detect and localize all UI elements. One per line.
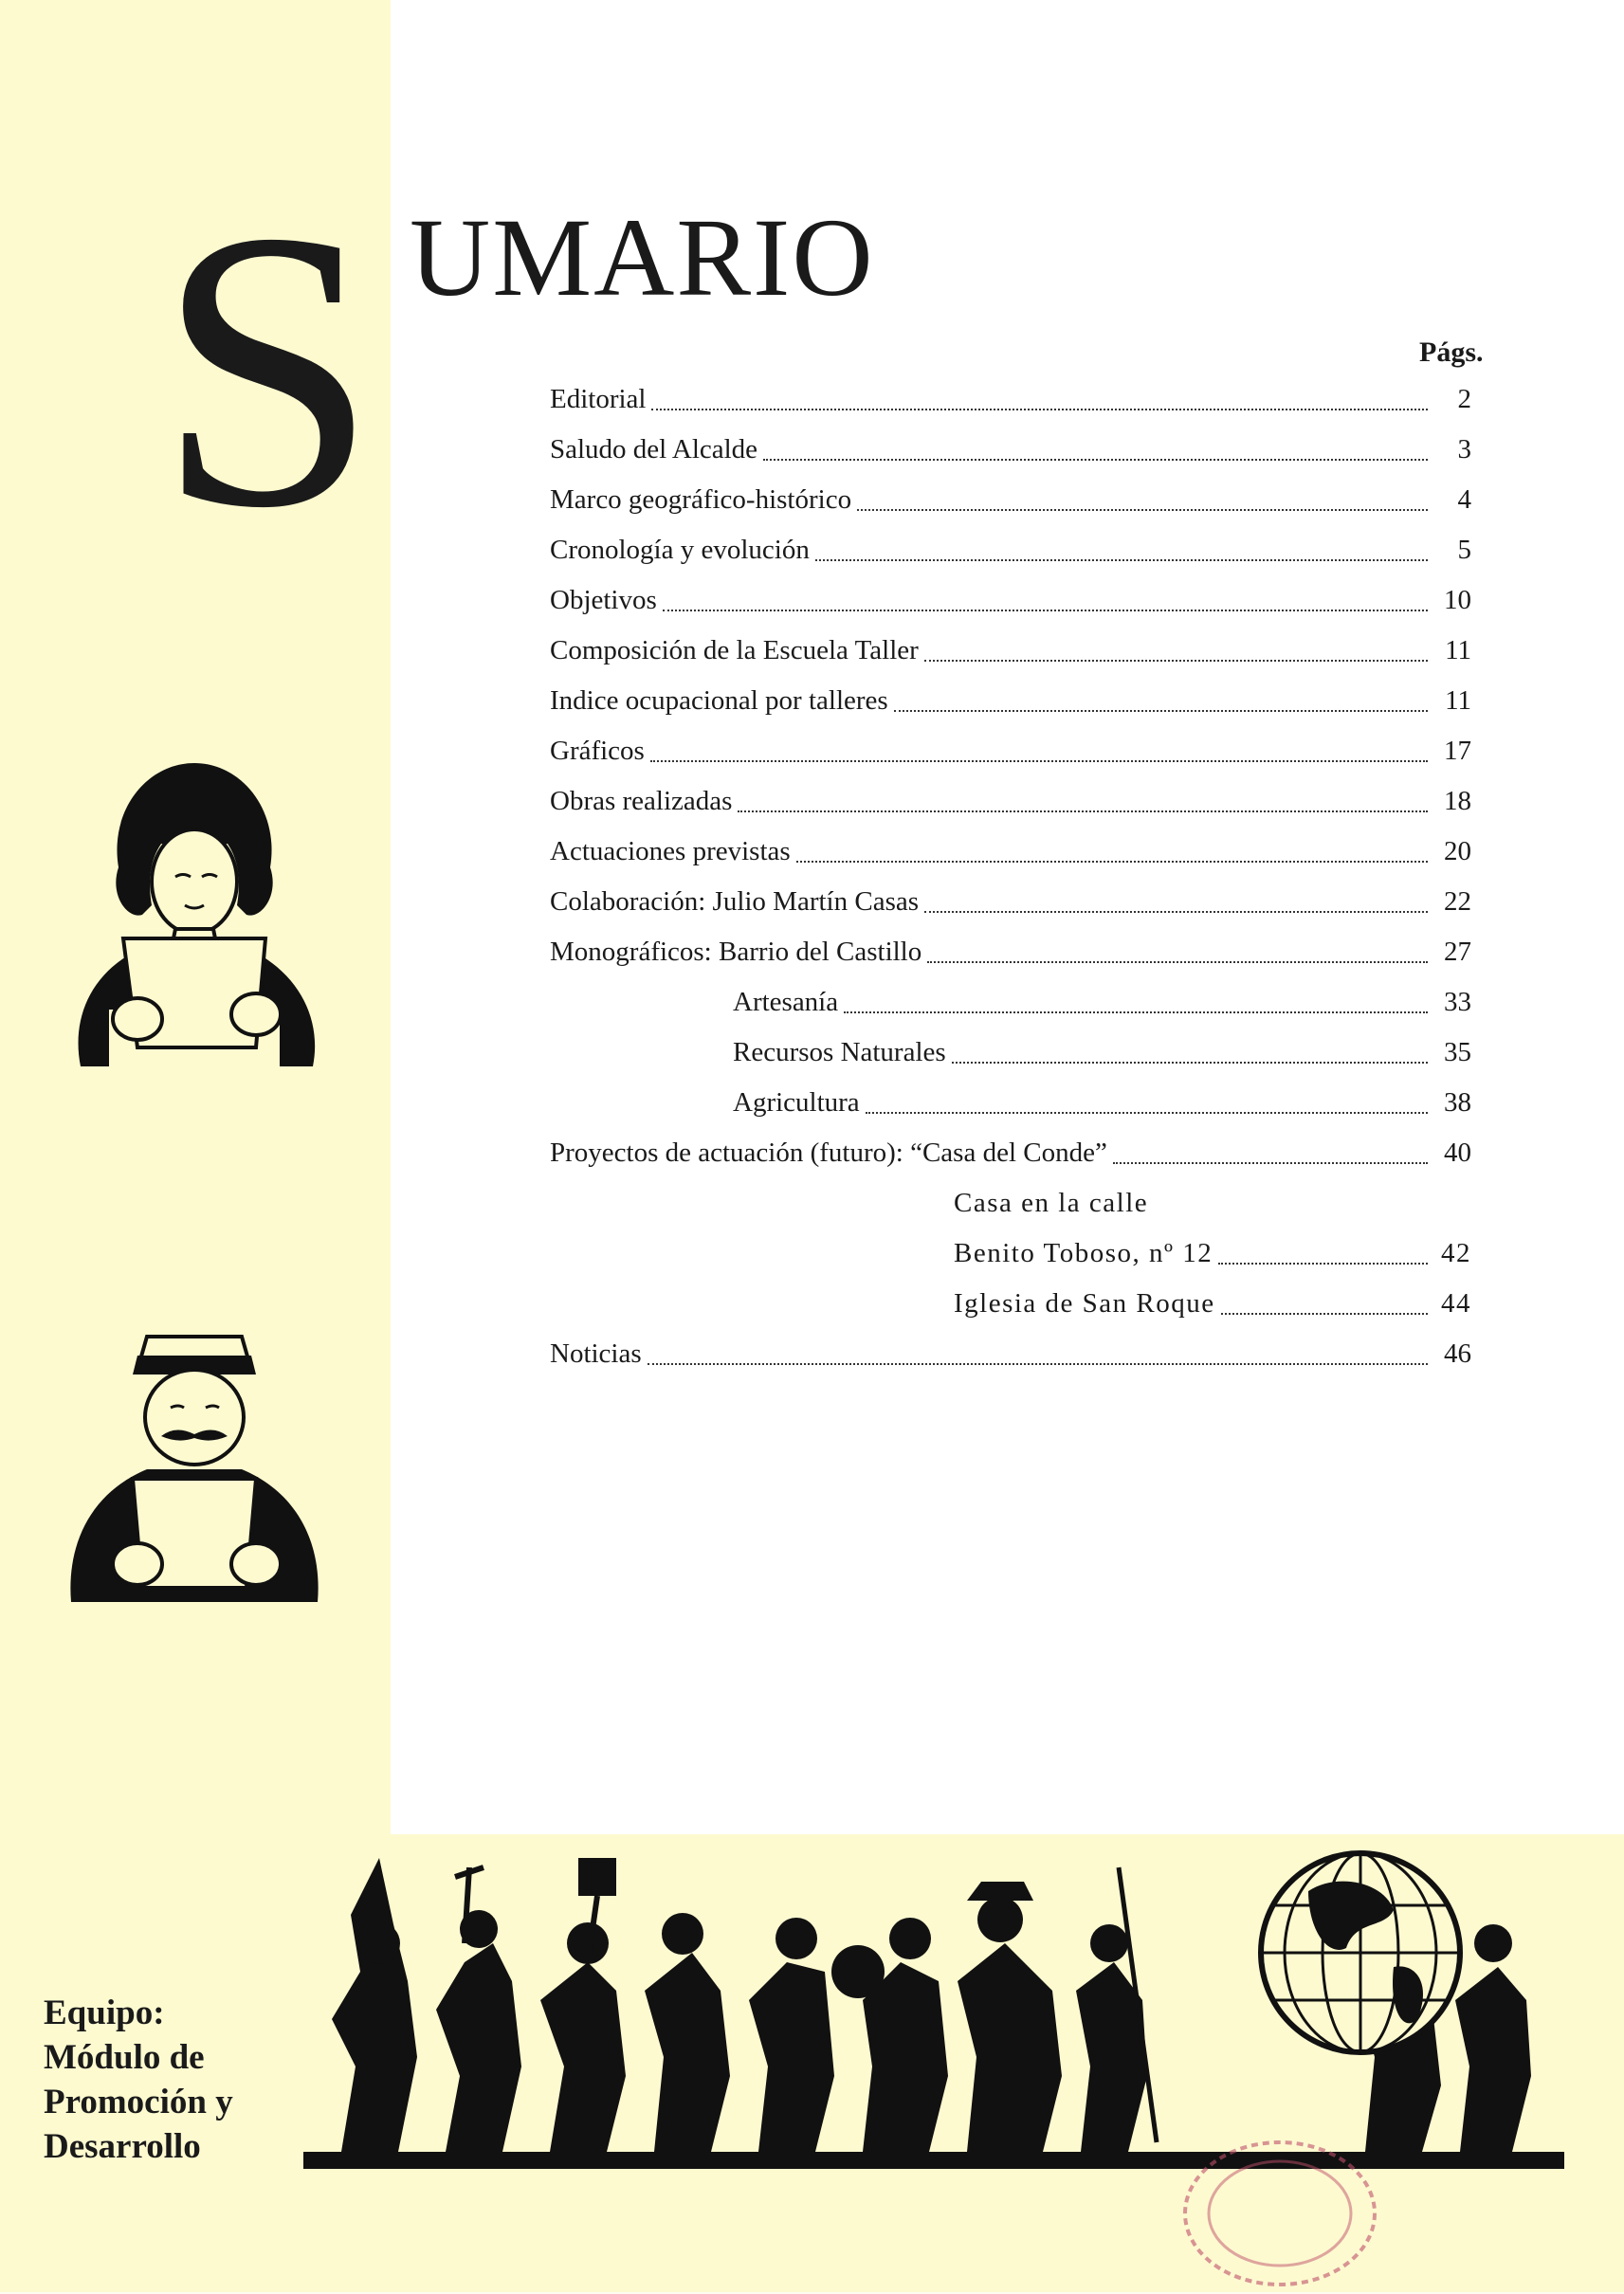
toc-entry	[550, 531, 1471, 569]
toc-leader	[866, 1112, 1428, 1114]
seal-stamp	[1171, 2133, 1389, 2294]
toc-label: Proyectos de actuación (futuro): “Casa del Conde”	[550, 1138, 1107, 1168]
toc-page: 33	[1444, 987, 1471, 1017]
toc-leader	[924, 911, 1428, 913]
title-drop-cap: S	[156, 149, 378, 590]
toc-leader	[796, 861, 1428, 863]
toc-subentry	[733, 1083, 1471, 1121]
toc-leader	[650, 760, 1428, 762]
toc-page: 11	[1445, 685, 1471, 716]
toc-subentry	[954, 1184, 1471, 1222]
toc-label: Noticias	[550, 1338, 642, 1369]
toc-entry	[550, 481, 1471, 519]
toc-page: 17	[1444, 736, 1471, 766]
toc-leader	[924, 660, 1428, 662]
toc-label: Benito Toboso, nº 12	[954, 1238, 1213, 1268]
toc-leader	[651, 409, 1428, 410]
toc-page: 27	[1444, 937, 1471, 967]
toc-leader	[927, 961, 1428, 963]
globe-figure	[1251, 1844, 1469, 2062]
toc-page: 10	[1444, 585, 1471, 615]
toc-entry	[550, 682, 1471, 719]
toc-entry	[550, 732, 1471, 770]
toc-label: Objetivos	[550, 585, 657, 615]
toc-label: Composición de la Escuela Taller	[550, 635, 919, 665]
toc-entry	[550, 380, 1471, 418]
team-credit-line: Equipo:	[44, 1994, 165, 2032]
pages-column-header: Págs.	[1419, 337, 1484, 368]
toc-subentry	[954, 1284, 1471, 1322]
toc-page: 11	[1445, 635, 1471, 665]
toc-label: Recursos Naturales	[733, 1037, 946, 1067]
toc-label: Obras realizadas	[550, 786, 733, 816]
toc-leader	[1113, 1162, 1428, 1164]
toc-page: 42	[1441, 1238, 1471, 1268]
man-reading-figure	[52, 1327, 337, 1611]
toc-subentry	[733, 983, 1471, 1021]
toc-label: Colaboración: Julio Martín Casas	[550, 886, 920, 917]
toc-page: 35	[1444, 1037, 1471, 1067]
toc-entry	[550, 933, 1471, 971]
toc-label: Casa en la calle	[954, 1188, 1149, 1218]
toc-label: Agricultura	[733, 1087, 860, 1118]
toc-label: Editorial	[550, 384, 647, 414]
toc-label: Gráficos	[550, 736, 645, 766]
toc-leader	[648, 1363, 1428, 1365]
toc-entry	[550, 1134, 1471, 1172]
toc-label: Cronología y evolución	[550, 535, 810, 565]
toc-label: Monográficos: Barrio del Castillo	[550, 937, 922, 967]
toc-entry	[550, 1335, 1471, 1373]
toc-leader	[1221, 1313, 1428, 1315]
toc-page: 46	[1444, 1338, 1471, 1369]
toc-page: 3	[1457, 434, 1471, 464]
toc-page: 5	[1457, 535, 1471, 565]
toc-label: Actuaciones previstas	[550, 836, 791, 866]
toc-label: Marco geográfico-histórico	[550, 484, 852, 515]
toc-page: 20	[1444, 836, 1471, 866]
toc-label: Iglesia de San Roque	[954, 1288, 1215, 1319]
toc-entry	[550, 631, 1471, 669]
toc-page: 22	[1444, 886, 1471, 917]
toc-entry	[550, 581, 1471, 619]
toc-leader	[763, 459, 1428, 461]
team-credit-line: Promoción y	[44, 2083, 233, 2121]
toc-entry	[550, 883, 1471, 920]
team-credit-line: Desarrollo	[44, 2127, 201, 2166]
toc-page: 44	[1441, 1288, 1471, 1319]
toc-leader	[815, 559, 1428, 561]
team-credit	[44, 1991, 233, 2169]
toc-page: 18	[1444, 786, 1471, 816]
toc-page: 4	[1457, 484, 1471, 515]
toc-page: 40	[1444, 1138, 1471, 1168]
toc-leader	[663, 610, 1428, 611]
toc-leader	[1218, 1263, 1428, 1265]
toc-entry	[550, 782, 1471, 820]
toc-subentry	[733, 1033, 1471, 1071]
toc-label: Saludo del Alcalde	[550, 434, 758, 464]
toc-leader	[894, 710, 1428, 712]
toc-leader	[952, 1062, 1428, 1064]
toc-page: 38	[1444, 1087, 1471, 1118]
toc-entry	[550, 430, 1471, 468]
toc-subentry	[954, 1234, 1471, 1272]
toc-page: 2	[1457, 384, 1471, 414]
woman-reading-figure	[52, 754, 337, 1085]
team-credit-line: Módulo de	[44, 2038, 205, 2077]
toc-leader	[738, 810, 1428, 812]
toc-label: Artesanía	[733, 987, 839, 1017]
toc-entry	[550, 832, 1471, 870]
toc-label: Indice ocupacional por talleres	[550, 685, 888, 716]
toc-leader	[857, 509, 1428, 511]
page-title: UMARIO	[410, 195, 875, 319]
toc-leader	[844, 1011, 1428, 1013]
